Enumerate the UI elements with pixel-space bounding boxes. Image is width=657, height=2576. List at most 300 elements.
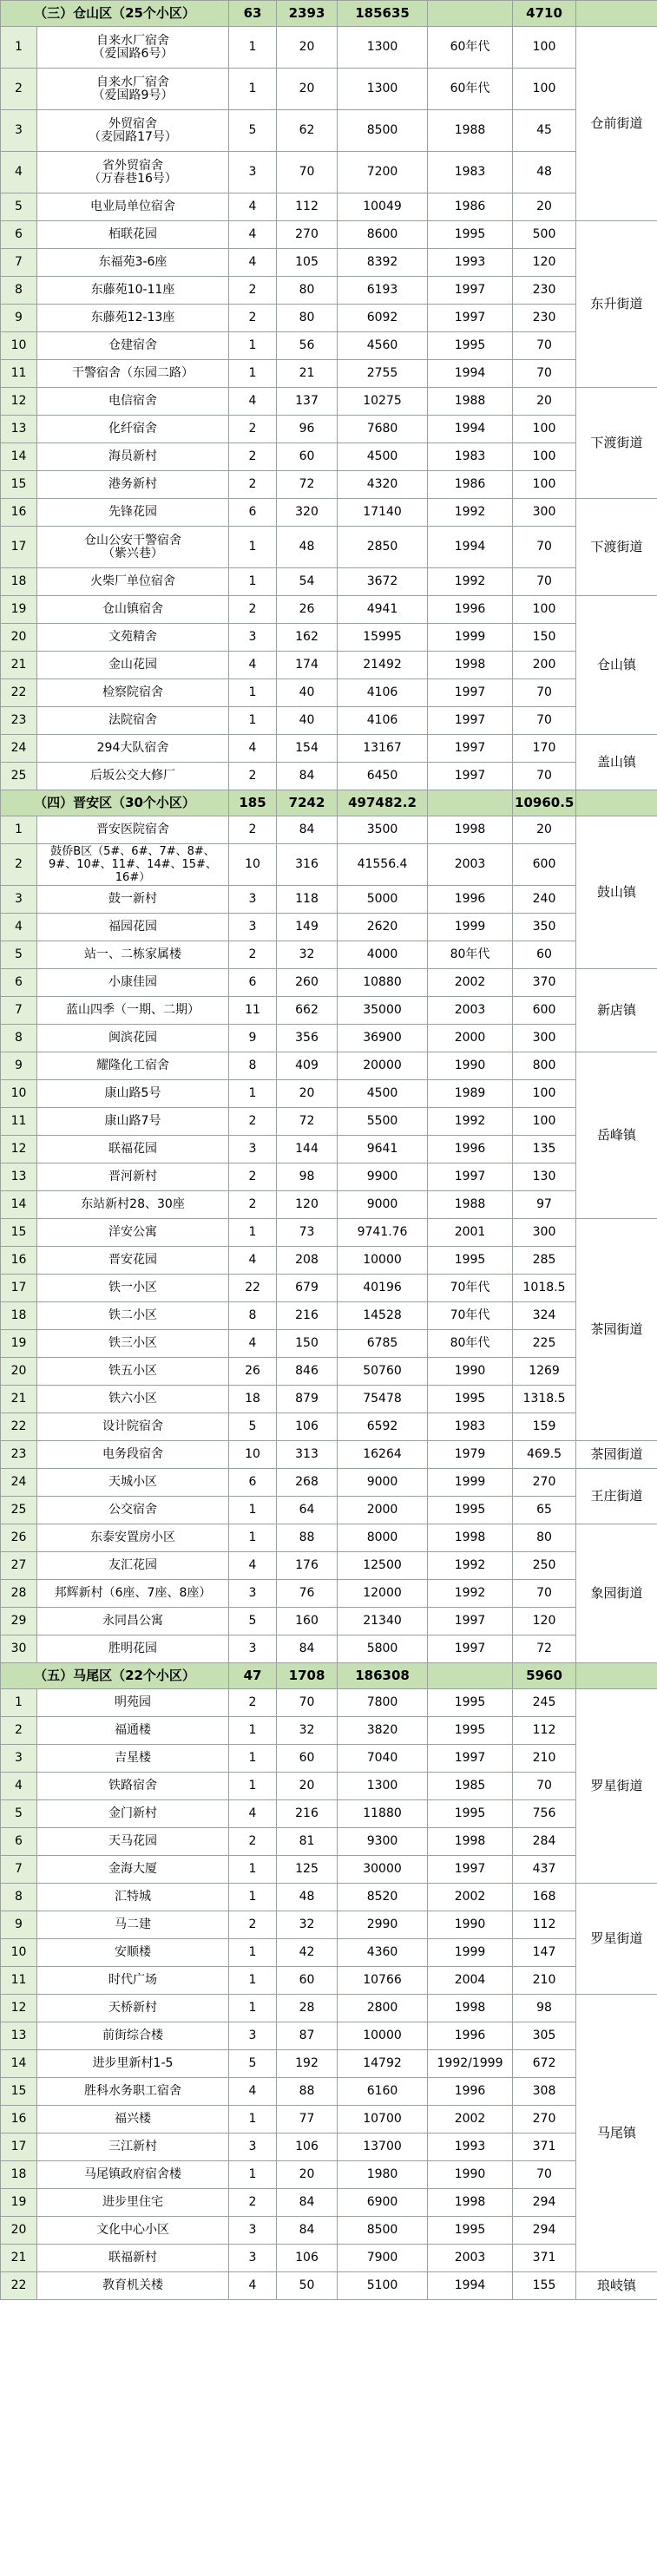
cell-area: 2990	[338, 1911, 428, 1939]
table-row	[1, 2245, 657, 2272]
cell-year: 1997	[428, 707, 513, 735]
section-street-blank	[576, 1663, 657, 1689]
cell-year: 1995	[428, 2217, 513, 2245]
cell-year: 1996	[428, 2078, 513, 2106]
cell-area: 1300	[338, 1773, 428, 1800]
community-name: 文化中心小区	[37, 2217, 229, 2245]
cell-total: 100	[513, 27, 576, 69]
cell-buildings: 6	[229, 499, 277, 527]
cell-year: 1988	[428, 110, 513, 152]
community-name: 294大队宿舍	[37, 735, 229, 763]
cell-households: 80	[277, 305, 338, 332]
row-number: 1	[1, 27, 37, 69]
row-number: 18	[1, 568, 37, 596]
cell-buildings: 4	[229, 249, 277, 277]
table-row	[1, 1524, 657, 1552]
row-number: 3	[1, 1745, 37, 1773]
cell-area: 30000	[338, 1856, 428, 1884]
table-row	[1, 1689, 657, 1717]
cell-buildings: 2	[229, 1163, 277, 1191]
table-row	[1, 1052, 657, 1080]
cell-buildings: 11	[229, 997, 277, 1025]
table-row	[1, 1884, 657, 1911]
section-total: 10960.5	[513, 790, 576, 816]
row-number: 12	[1, 1136, 37, 1163]
row-number: 2	[1, 1717, 37, 1745]
cell-buildings: 9	[229, 1025, 277, 1052]
cell-households: 320	[277, 499, 338, 527]
cell-households: 105	[277, 249, 338, 277]
community-name: 仓建宿舍	[37, 332, 229, 360]
cell-year: 1993	[428, 249, 513, 277]
table-row	[1, 1828, 657, 1856]
table-row	[1, 568, 657, 596]
cell-buildings: 1	[229, 1856, 277, 1884]
community-name: 金门新村	[37, 1800, 229, 1828]
cell-buildings: 1	[229, 27, 277, 69]
cell-total: 756	[513, 1800, 576, 1828]
community-name: 天桥新村	[37, 1995, 229, 2022]
cell-total: 65	[513, 1497, 576, 1524]
row-number: 20	[1, 2217, 37, 2245]
cell-area: 8520	[338, 1884, 428, 1911]
table-row	[1, 2272, 657, 2300]
cell-area: 13167	[338, 735, 428, 763]
cell-buildings: 1	[229, 527, 277, 568]
cell-total: 112	[513, 1717, 576, 1745]
community-name: 永同昌公寓	[37, 1608, 229, 1635]
cell-area: 6450	[338, 763, 428, 790]
cell-households: 270	[277, 221, 338, 249]
row-number: 23	[1, 1441, 37, 1469]
row-number: 3	[1, 886, 37, 914]
cell-area: 8500	[338, 110, 428, 152]
cell-total: 48	[513, 152, 576, 193]
cell-households: 356	[277, 1025, 338, 1052]
table-row	[1, 1219, 657, 1247]
cell-year: 1995	[428, 1247, 513, 1275]
table-row	[1, 2189, 657, 2217]
community-name: 文苑精舍	[37, 624, 229, 652]
cell-households: 106	[277, 2245, 338, 2272]
cell-households: 84	[277, 1635, 338, 1663]
cell-households: 32	[277, 941, 338, 969]
cell-households: 313	[277, 1441, 338, 1469]
cell-area: 21340	[338, 1608, 428, 1635]
cell-area: 8000	[338, 1524, 428, 1552]
cell-buildings: 3	[229, 2022, 277, 2050]
cell-households: 21	[277, 360, 338, 388]
row-number: 18	[1, 2161, 37, 2189]
cell-area: 3672	[338, 568, 428, 596]
community-name: 汇特城	[37, 1884, 229, 1911]
cell-total: 294	[513, 2217, 576, 2245]
cell-year: 1995	[428, 1689, 513, 1717]
community-name: 电务段宿舍	[37, 1441, 229, 1469]
cell-year: 70年代	[428, 1275, 513, 1302]
row-number: 13	[1, 416, 37, 443]
cell-buildings: 1	[229, 568, 277, 596]
community-name: 先锋花园	[37, 499, 229, 527]
cell-total: 225	[513, 1330, 576, 1358]
cell-buildings: 4	[229, 1552, 277, 1580]
row-number: 6	[1, 221, 37, 249]
cell-year: 1998	[428, 1828, 513, 1856]
community-name: 胜明花园	[37, 1635, 229, 1663]
community-name: 福园花园	[37, 914, 229, 941]
cell-households: 176	[277, 1552, 338, 1580]
table-row	[1, 1635, 657, 1663]
cell-area: 3500	[338, 816, 428, 844]
community-name: 仓山镇宿舍	[37, 596, 229, 624]
cell-buildings: 1	[229, 69, 277, 110]
row-number: 6	[1, 969, 37, 997]
row-number: 19	[1, 1330, 37, 1358]
cell-total: 371	[513, 2245, 576, 2272]
row-number: 19	[1, 2189, 37, 2217]
cell-total: 20	[513, 816, 576, 844]
cell-buildings: 4	[229, 1330, 277, 1358]
row-number: 18	[1, 1302, 37, 1330]
cell-total: 100	[513, 443, 576, 471]
cell-total: 300	[513, 499, 576, 527]
cell-year: 2000	[428, 1025, 513, 1052]
table-row	[1, 914, 657, 941]
cell-area: 5800	[338, 1635, 428, 1663]
community-name: 铁五小区	[37, 1358, 229, 1386]
cell-year: 1992	[428, 1552, 513, 1580]
cell-buildings: 6	[229, 1469, 277, 1497]
cell-total: 168	[513, 1884, 576, 1911]
street-office: 鼓山镇	[576, 816, 657, 969]
community-name: 联福花园	[37, 1136, 229, 1163]
section-street-blank	[576, 790, 657, 816]
cell-households: 137	[277, 388, 338, 416]
cell-households: 20	[277, 69, 338, 110]
cell-total: 100	[513, 596, 576, 624]
cell-households: 76	[277, 1580, 338, 1608]
table-row	[1, 2078, 657, 2106]
table-row	[1, 416, 657, 443]
cell-area: 14792	[338, 2050, 428, 2078]
row-number: 7	[1, 997, 37, 1025]
table-row	[1, 1247, 657, 1275]
cell-area: 35000	[338, 997, 428, 1025]
table-row	[1, 1995, 657, 2022]
community-name: 联福新村	[37, 2245, 229, 2272]
cell-year: 1995	[428, 1386, 513, 1413]
row-number: 14	[1, 2050, 37, 2078]
street-office: 盖山镇	[576, 735, 657, 790]
cell-households: 174	[277, 652, 338, 679]
community-name: 进步里住宅	[37, 2189, 229, 2217]
community-name: 东福苑3-6座	[37, 249, 229, 277]
row-number: 22	[1, 2272, 37, 2300]
community-name: 安顺楼	[37, 1939, 229, 1967]
section-street-blank	[576, 1, 657, 27]
cell-total: 350	[513, 914, 576, 941]
table-row	[1, 360, 657, 388]
cell-households: 268	[277, 1469, 338, 1497]
row-number: 24	[1, 735, 37, 763]
community-name: 金山花园	[37, 652, 229, 679]
cell-households: 20	[277, 2161, 338, 2189]
table-row	[1, 1302, 657, 1330]
table-row	[1, 1413, 657, 1441]
table-row	[1, 1080, 657, 1108]
cell-year: 60年代	[428, 27, 513, 69]
cell-year: 2003	[428, 2245, 513, 2272]
cell-buildings: 3	[229, 624, 277, 652]
table-row	[1, 277, 657, 305]
cell-year: 1990	[428, 1052, 513, 1080]
cell-buildings: 1	[229, 1884, 277, 1911]
table-row	[1, 624, 657, 652]
cell-total: 70	[513, 679, 576, 707]
table-row	[1, 997, 657, 1025]
cell-total: 469.5	[513, 1441, 576, 1469]
community-name: 火柴厂单位宿舍	[37, 568, 229, 596]
cell-area: 6592	[338, 1413, 428, 1441]
cell-buildings: 3	[229, 2245, 277, 2272]
table-row	[1, 1580, 657, 1608]
cell-households: 60	[277, 443, 338, 471]
cell-area: 75478	[338, 1386, 428, 1413]
cell-households: 149	[277, 914, 338, 941]
cell-area: 4500	[338, 1080, 428, 1108]
cell-buildings: 4	[229, 1247, 277, 1275]
cell-buildings: 1	[229, 1773, 277, 1800]
community-name: 时代广场	[37, 1967, 229, 1995]
cell-total: 600	[513, 844, 576, 886]
table-row	[1, 2134, 657, 2161]
cell-area: 10000	[338, 1247, 428, 1275]
section-households: 1708	[277, 1663, 338, 1689]
cell-buildings: 4	[229, 2272, 277, 2300]
table-row	[1, 763, 657, 790]
cell-buildings: 1	[229, 2161, 277, 2189]
row-number: 17	[1, 1275, 37, 1302]
cell-households: 662	[277, 997, 338, 1025]
cell-households: 87	[277, 2022, 338, 2050]
cell-area: 4000	[338, 941, 428, 969]
cell-buildings: 2	[229, 763, 277, 790]
cell-households: 88	[277, 1524, 338, 1552]
cell-buildings: 3	[229, 152, 277, 193]
row-number: 6	[1, 1828, 37, 1856]
table-row	[1, 332, 657, 360]
cell-total: 672	[513, 2050, 576, 2078]
cell-year: 1986	[428, 193, 513, 221]
section-year	[428, 1, 513, 27]
cell-households: 54	[277, 568, 338, 596]
community-name: 福通楼	[37, 1717, 229, 1745]
cell-total: 305	[513, 2022, 576, 2050]
cell-year: 1999	[428, 1939, 513, 1967]
community-name: 设计院宿舍	[37, 1413, 229, 1441]
cell-buildings: 4	[229, 2078, 277, 2106]
cell-buildings: 3	[229, 2134, 277, 2161]
cell-households: 112	[277, 193, 338, 221]
cell-area: 4106	[338, 679, 428, 707]
cell-buildings: 5	[229, 2050, 277, 2078]
cell-buildings: 2	[229, 1828, 277, 1856]
street-office: 罗星街道	[576, 1884, 657, 1995]
cell-area: 4560	[338, 332, 428, 360]
cell-total: 20	[513, 193, 576, 221]
cell-year: 1994	[428, 416, 513, 443]
cell-buildings: 2	[229, 1689, 277, 1717]
table-row	[1, 2022, 657, 2050]
row-number: 5	[1, 941, 37, 969]
cell-year: 1986	[428, 471, 513, 499]
row-number: 21	[1, 2245, 37, 2272]
table-row	[1, 1497, 657, 1524]
cell-buildings: 5	[229, 1608, 277, 1635]
cell-total: 800	[513, 1052, 576, 1080]
cell-area: 10000	[338, 2022, 428, 2050]
cell-area: 4941	[338, 596, 428, 624]
cell-total: 70	[513, 568, 576, 596]
cell-year: 1994	[428, 2272, 513, 2300]
row-number: 5	[1, 193, 37, 221]
cell-year: 1997	[428, 1163, 513, 1191]
table-row	[1, 1191, 657, 1219]
cell-area: 16264	[338, 1441, 428, 1469]
community-name: 吉星楼	[37, 1745, 229, 1773]
cell-buildings: 3	[229, 914, 277, 941]
community-name: 铁三小区	[37, 1330, 229, 1358]
cell-area: 6160	[338, 2078, 428, 2106]
cell-households: 81	[277, 1828, 338, 1856]
cell-year: 1996	[428, 886, 513, 914]
cell-area: 2000	[338, 1497, 428, 1524]
cell-year: 1990	[428, 1358, 513, 1386]
row-number: 17	[1, 527, 37, 568]
cell-total: 70	[513, 1773, 576, 1800]
community-name: 东藤苑10-11座	[37, 277, 229, 305]
cell-buildings: 18	[229, 1386, 277, 1413]
cell-year: 1992	[428, 499, 513, 527]
section-households: 7242	[277, 790, 338, 816]
cell-area: 9300	[338, 1828, 428, 1856]
cell-households: 98	[277, 1163, 338, 1191]
cell-year: 1997	[428, 1608, 513, 1635]
section-year	[428, 790, 513, 816]
cell-year: 1988	[428, 1191, 513, 1219]
row-number: 26	[1, 1524, 37, 1552]
row-number: 21	[1, 652, 37, 679]
section-buildings: 47	[229, 1663, 277, 1689]
table-row	[1, 1911, 657, 1939]
section-buildings: 63	[229, 1, 277, 27]
row-number: 16	[1, 499, 37, 527]
community-name: 小康佳园	[37, 969, 229, 997]
cell-households: 260	[277, 969, 338, 997]
row-number: 11	[1, 1108, 37, 1136]
table-row	[1, 249, 657, 277]
cell-year: 1997	[428, 1635, 513, 1663]
street-office: 茶园街道	[576, 1219, 657, 1441]
cell-total: 308	[513, 2078, 576, 2106]
row-number: 23	[1, 707, 37, 735]
cell-total: 159	[513, 1413, 576, 1441]
section-header-row	[1, 1663, 657, 1689]
cell-buildings: 1	[229, 1497, 277, 1524]
cell-buildings: 22	[229, 1275, 277, 1302]
cell-total: 294	[513, 2189, 576, 2217]
street-office: 仓山镇	[576, 596, 657, 735]
community-name: 海员新村	[37, 443, 229, 471]
cell-buildings: 3	[229, 1580, 277, 1608]
cell-buildings: 1	[229, 332, 277, 360]
cell-year: 1990	[428, 2161, 513, 2189]
table-row	[1, 1108, 657, 1136]
community-name: 闽滨花园	[37, 1025, 229, 1052]
street-office: 岳峰镇	[576, 1052, 657, 1219]
community-name: 邦辉新村（6座、7座、8座）	[37, 1580, 229, 1608]
community-name: 东站新村28、30座	[37, 1191, 229, 1219]
cell-households: 20	[277, 1773, 338, 1800]
row-number: 24	[1, 1469, 37, 1497]
cell-total: 147	[513, 1939, 576, 1967]
row-number: 2	[1, 69, 37, 110]
table-row	[1, 1275, 657, 1302]
cell-year: 1992	[428, 1108, 513, 1136]
cell-buildings: 3	[229, 1136, 277, 1163]
cell-households: 84	[277, 2217, 338, 2245]
table-row	[1, 2161, 657, 2189]
row-number: 7	[1, 1856, 37, 1884]
row-number: 1	[1, 1689, 37, 1717]
cell-total: 80	[513, 1524, 576, 1552]
cell-area: 6092	[338, 305, 428, 332]
cell-households: 84	[277, 816, 338, 844]
cell-year: 1997	[428, 679, 513, 707]
cell-year: 1997	[428, 277, 513, 305]
cell-total: 1318.5	[513, 1386, 576, 1413]
cell-households: 48	[277, 1884, 338, 1911]
cell-buildings: 1	[229, 1995, 277, 2022]
row-number: 10	[1, 1080, 37, 1108]
cell-area: 10766	[338, 1967, 428, 1995]
community-name: 康山路7号	[37, 1108, 229, 1136]
cell-total: 70	[513, 2161, 576, 2189]
cell-year: 1989	[428, 1080, 513, 1108]
cell-area: 11880	[338, 1800, 428, 1828]
table-row	[1, 816, 657, 844]
cell-year: 80年代	[428, 941, 513, 969]
row-number: 13	[1, 1163, 37, 1191]
cell-households: 118	[277, 886, 338, 914]
cell-year: 1995	[428, 332, 513, 360]
cell-households: 106	[277, 1413, 338, 1441]
cell-area: 4500	[338, 443, 428, 471]
community-name: 教育机关楼	[37, 2272, 229, 2300]
cell-buildings: 2	[229, 277, 277, 305]
cell-year: 1997	[428, 1856, 513, 1884]
row-number: 8	[1, 1025, 37, 1052]
cell-total: 170	[513, 735, 576, 763]
cell-buildings: 1	[229, 679, 277, 707]
section-title: （三）仓山区（25个小区）	[1, 1, 229, 27]
cell-total: 1018.5	[513, 1275, 576, 1302]
cell-year: 1995	[428, 1497, 513, 1524]
cell-year: 2004	[428, 1967, 513, 1995]
table-row	[1, 1939, 657, 1967]
cell-area: 15995	[338, 624, 428, 652]
row-number: 1	[1, 816, 37, 844]
